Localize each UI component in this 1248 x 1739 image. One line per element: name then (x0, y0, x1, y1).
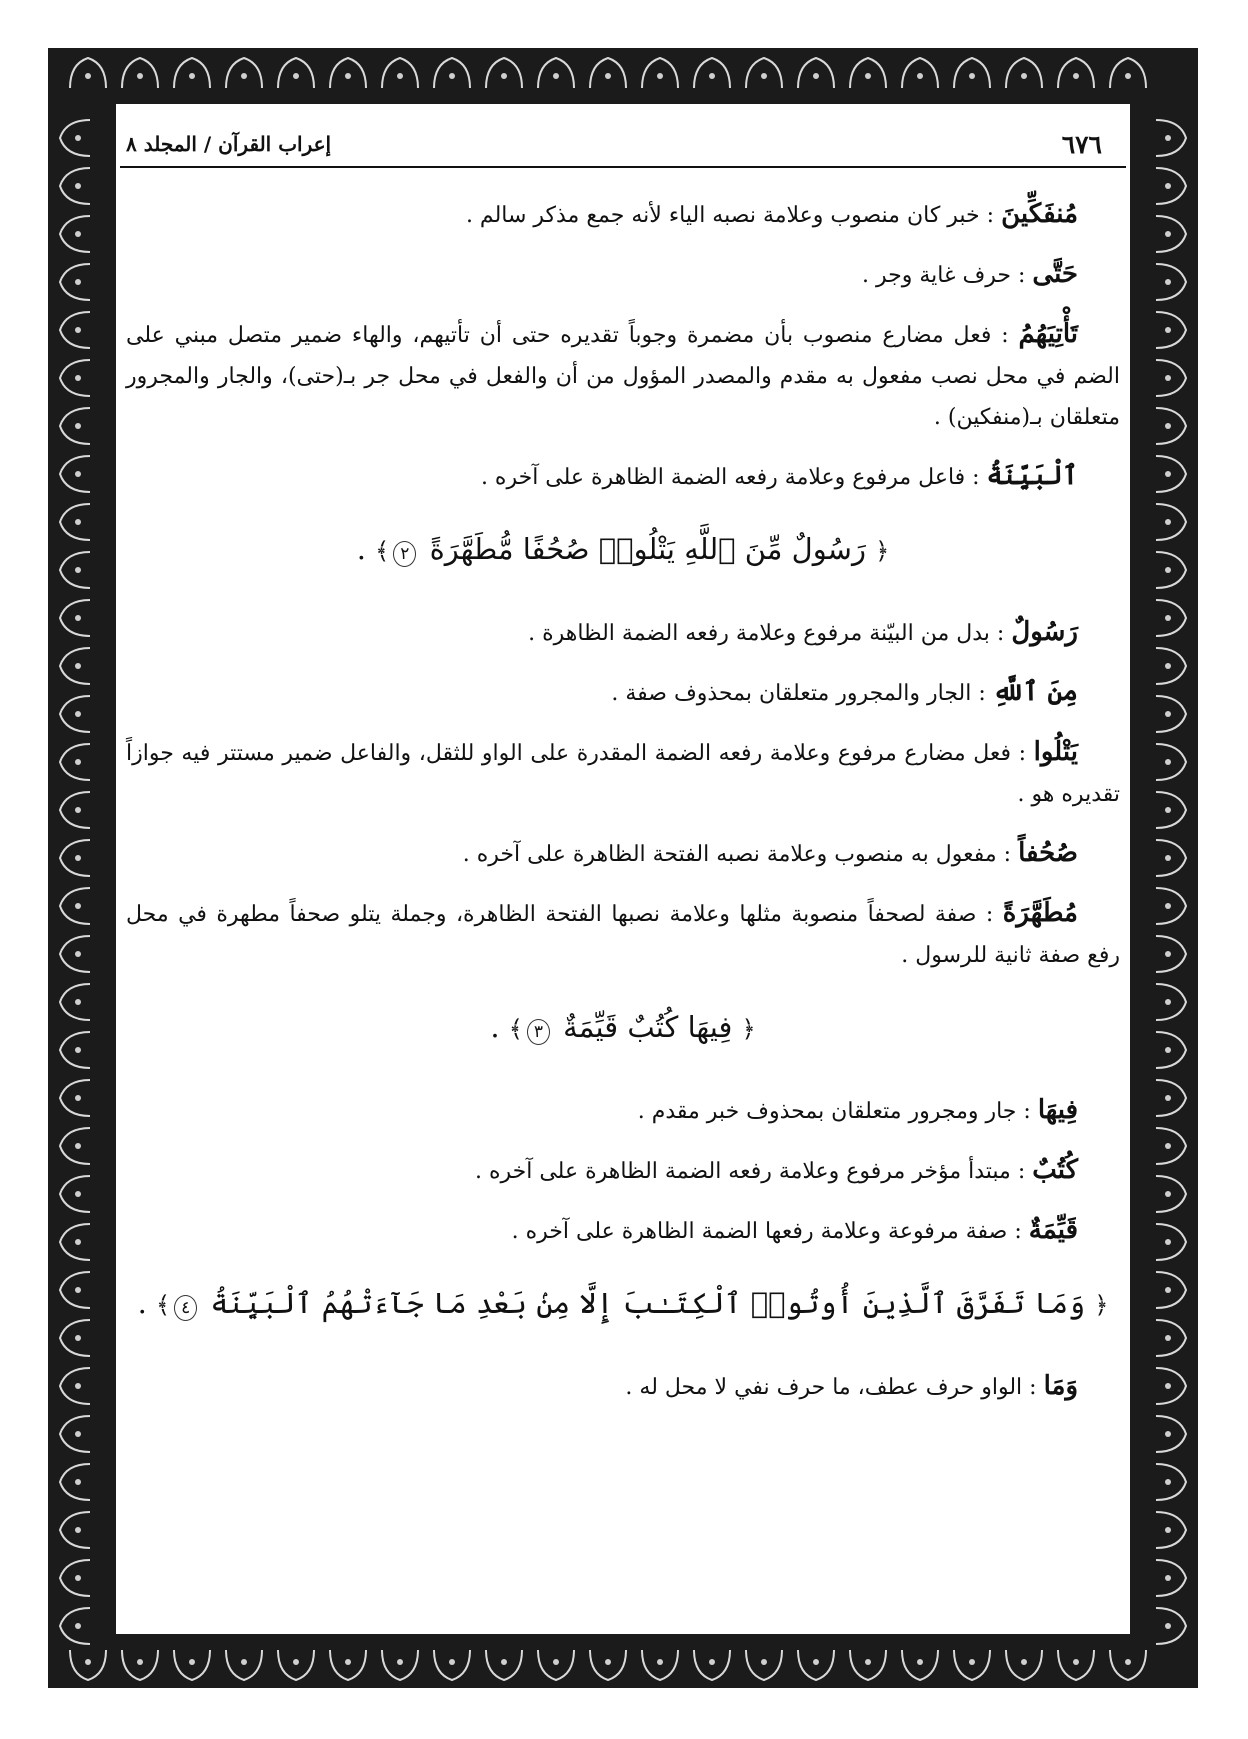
parsed-word: مِنَ ٱللَّهِ (992, 677, 1078, 707)
border-motif (486, 1650, 522, 1680)
border-motif (1156, 744, 1186, 780)
border-motif (954, 58, 990, 88)
border-motif (60, 552, 90, 588)
border-motif (60, 264, 90, 300)
border-motif (434, 1650, 470, 1680)
grammar-entry (126, 314, 1120, 438)
border-motif (60, 1080, 90, 1116)
grammar-entry (126, 672, 1120, 714)
entry-explanation: خبر كان منصوب وعلامة نصبه الياء لأنه جمع مذكر سالم . (465, 203, 980, 228)
border-motif (60, 312, 90, 348)
grammar-entry (126, 732, 1120, 815)
quran-verse (126, 1006, 1120, 1050)
border-motif (1156, 1080, 1186, 1116)
border-motif (60, 120, 90, 156)
border-motif (60, 1128, 90, 1164)
grammar-entry (126, 893, 1120, 976)
border-motif (902, 58, 938, 88)
ayah-number: ٤ (174, 1295, 197, 1321)
border-motif (60, 1176, 90, 1212)
entry-separator: : (979, 203, 1002, 228)
border-motif (538, 58, 574, 88)
border-motif (434, 58, 470, 88)
verse-text: وَمَا تَفَرَّقَ ٱلَّذِينَ أُوتُوا۟ ٱلْكِتَـٰبَ إِلَّا مِنۢ بَعْدِ مَا جَآءَتْهُمُ ٱلْبَيِّنَةُ (210, 1286, 1086, 1320)
entry-explanation: بدل من البيّنة مرفوع وعلامة رفعه الضمة الظاهرة . (528, 621, 990, 646)
border-motif (1110, 1650, 1146, 1680)
border-motif (60, 840, 90, 876)
verse-tail: . (356, 532, 376, 566)
border-motif (1156, 1560, 1186, 1596)
entry-explanation: حرف غاية وجر . (861, 263, 1011, 288)
page-header (116, 126, 1130, 166)
border-motif (1156, 1512, 1186, 1548)
page-content (126, 194, 1120, 1426)
border-motif (1156, 312, 1186, 348)
border-motif (746, 1650, 782, 1680)
border-motif (1110, 58, 1146, 88)
entry-explanation: الواو حرف عطف، ما حرف نفي لا محل له . (625, 1375, 1023, 1400)
border-motif (122, 58, 158, 88)
verse-close-bracket: ﴾ (375, 537, 390, 565)
quran-verse (126, 1282, 1120, 1326)
border-motif (60, 1320, 90, 1356)
verse-close-bracket: ﴾ (156, 1291, 171, 1319)
ayah-number: ٢ (393, 541, 416, 567)
border-motif (330, 58, 366, 88)
border-motif (486, 58, 522, 88)
border-motif (70, 1650, 106, 1680)
book-page (116, 104, 1130, 1634)
border-motif (642, 58, 678, 88)
border-motif (60, 1272, 90, 1308)
border-motif (60, 648, 90, 684)
border-motif (1156, 1176, 1186, 1212)
border-motif (60, 168, 90, 204)
parsed-word: قَيِّمَةٌ (1028, 1215, 1078, 1245)
border-motif (60, 1464, 90, 1500)
entry-separator: : (1011, 741, 1034, 766)
border-motif (694, 1650, 730, 1680)
parsed-word: ٱلْبَيِّنَةُ (986, 461, 1078, 491)
border-motif (538, 1650, 574, 1680)
entry-separator: : (996, 842, 1019, 867)
border-motif (122, 1650, 158, 1680)
ayah-number: ٣ (527, 1019, 550, 1045)
verse-text: فِيهَا كُتُبٌ قَيِّمَةٌ (563, 1010, 733, 1044)
border-motif (60, 888, 90, 924)
grammar-entry (126, 254, 1120, 296)
entry-explanation: صفة مرفوعة وعلامة رفعها الضمة الظاهرة على آخره . (511, 1219, 1008, 1244)
verse-open-bracket: ﴿ (741, 1015, 756, 1043)
verse-text: رَسُولٌ مِّنَ ٱللَّهِ يَتْلُوا۟ صُحُفًا مُّطَهَّرَةً (429, 532, 866, 566)
page-number: ٦٧٦ (1061, 130, 1102, 159)
border-motif (1156, 120, 1186, 156)
border-motif (1156, 600, 1186, 636)
border-motif (60, 456, 90, 492)
border-motif (226, 58, 262, 88)
border-motif (60, 936, 90, 972)
border-motif (60, 792, 90, 828)
border-motif (1006, 1650, 1042, 1680)
border-motif (590, 1650, 626, 1680)
grammar-entry (126, 833, 1120, 875)
grammar-entry (126, 194, 1120, 236)
border-motif (174, 58, 210, 88)
border-motif (798, 58, 834, 88)
grammar-entry (126, 1210, 1120, 1252)
grammar-entry (126, 1150, 1120, 1192)
border-motif (60, 408, 90, 444)
border-motif (642, 1650, 678, 1680)
border-motif (382, 1650, 418, 1680)
border-motif (60, 1560, 90, 1596)
border-motif (1156, 456, 1186, 492)
border-motif (1156, 792, 1186, 828)
parsed-word: تَأْتِيَهُمُ (1018, 319, 1078, 349)
entry-separator: : (1010, 1159, 1033, 1184)
border-motif (278, 1650, 314, 1680)
entry-explanation: فاعل مرفوع وعلامة رفعه الضمة الظاهرة على آخره . (480, 465, 966, 490)
grammar-entry (126, 1366, 1120, 1408)
entry-explanation: فعل مضارع مرفوع وعلامة رفعه الضمة المقدرة على الواو للثقل، والفاعل ضمير مستتر فيه جوازاً تقديره هو . (126, 741, 1120, 807)
entry-explanation: صفة لصحفاً منصوبة مثلها وعلامة نصبها الفتحة الظاهرة، وجملة يتلو صحفاً مطهرة في محل رفع صفة ثانية للرسول . (126, 902, 1120, 968)
border-motif (1156, 1464, 1186, 1500)
entry-explanation: الجار والمجرور متعلقان بمحذوف صفة . (611, 681, 972, 706)
border-motif (382, 58, 418, 88)
border-motif (1156, 1608, 1186, 1644)
parsed-word: مُطَهَّرَةً (1002, 898, 1078, 928)
header-rule (120, 166, 1126, 168)
border-motif (1156, 552, 1186, 588)
border-motif (174, 1650, 210, 1680)
border-motif (1156, 1368, 1186, 1404)
border-motif (902, 1650, 938, 1680)
border-motif (1156, 888, 1186, 924)
entry-separator: : (971, 681, 993, 706)
entry-explanation: جار ومجرور متعلقان بمحذوف خبر مقدم . (637, 1099, 1017, 1124)
border-motif (60, 1224, 90, 1260)
parsed-word: حَتَّى (1032, 259, 1078, 289)
border-motif (1058, 1650, 1094, 1680)
border-motif (798, 1650, 834, 1680)
border-motif (850, 58, 886, 88)
border-motif (1156, 1224, 1186, 1260)
entry-separator: : (1022, 1375, 1044, 1400)
border-motif (1156, 168, 1186, 204)
border-motif (278, 58, 314, 88)
border-motif (1156, 1320, 1186, 1356)
border-motif (60, 504, 90, 540)
parsed-word: كُتُبٌ (1032, 1155, 1078, 1185)
border-motif (1156, 1416, 1186, 1452)
border-motif (1156, 1128, 1186, 1164)
entry-separator: : (1011, 263, 1033, 288)
entry-separator: : (965, 465, 987, 490)
border-motif (1156, 936, 1186, 972)
entry-separator: : (1007, 1219, 1029, 1244)
border-motif (1156, 840, 1186, 876)
parsed-word: صُحُفاً (1018, 838, 1078, 868)
entry-separator: : (976, 902, 1003, 927)
border-motif (60, 1032, 90, 1068)
border-motif (60, 744, 90, 780)
entry-separator: : (989, 621, 1012, 646)
border-motif (60, 984, 90, 1020)
border-motif (60, 360, 90, 396)
grammar-entry (126, 456, 1120, 498)
entry-separator: : (1016, 1099, 1038, 1124)
parsed-word: فِيهَا (1037, 1095, 1078, 1125)
grammar-entry (126, 612, 1120, 654)
border-motif (1156, 648, 1186, 684)
entry-separator: : (991, 323, 1019, 348)
border-motif (746, 58, 782, 88)
running-title: إعراب القرآن / المجلد ٨ (126, 132, 332, 156)
parsed-word: رَسُولٌ (1011, 617, 1078, 647)
entry-explanation: مفعول به منصوب وعلامة نصبه الفتحة الظاهرة على آخره . (462, 842, 997, 867)
verse-close-bracket: ﴾ (508, 1015, 523, 1043)
border-motif (1156, 408, 1186, 444)
border-motif (60, 696, 90, 732)
border-motif (694, 58, 730, 88)
border-motif (60, 1368, 90, 1404)
border-motif (1156, 696, 1186, 732)
ornamental-border (48, 48, 1198, 1688)
border-motif (1006, 58, 1042, 88)
border-motif (60, 1608, 90, 1644)
border-motif (1156, 264, 1186, 300)
border-motif (1156, 216, 1186, 252)
border-motif (1156, 984, 1186, 1020)
border-motif (1156, 1272, 1186, 1308)
entry-explanation: فعل مضارع منصوب بأن مضمرة وجوباً تقديره حتى أن تأتيهم، والهاء ضمير متصل مبني على الضم في محل نصب مفعول به مقدم والمصدر المؤول من أن والفعل في محل جر بـ(حتى)، والجار والمجرور متعلقان بـ(منفكين) . (126, 323, 1120, 430)
verse-tail: . (137, 1286, 157, 1320)
border-motif (60, 600, 90, 636)
border-motif (60, 216, 90, 252)
border-motif (1156, 1032, 1186, 1068)
verse-tail: . (490, 1010, 509, 1044)
quran-verse (126, 528, 1120, 572)
border-motif (1156, 360, 1186, 396)
verse-open-bracket: ﴿ (875, 537, 890, 565)
parsed-word: يَتْلُوا (1033, 737, 1078, 767)
border-motif (70, 58, 106, 88)
grammar-entry (126, 1090, 1120, 1132)
border-motif (850, 1650, 886, 1680)
border-motif (330, 1650, 366, 1680)
parsed-word: وَمَا (1043, 1371, 1078, 1401)
parsed-word: مُنفَكِّينَ (1001, 199, 1078, 229)
entry-explanation: مبتدأ مؤخر مرفوع وعلامة رفعه الضمة الظاهرة على آخره . (474, 1159, 1011, 1184)
verse-open-bracket: ﴿ (1094, 1291, 1109, 1319)
border-motif (590, 58, 626, 88)
border-motif (1058, 58, 1094, 88)
border-motif (60, 1512, 90, 1548)
border-motif (60, 1416, 90, 1452)
border-motif (954, 1650, 990, 1680)
border-motif (1156, 504, 1186, 540)
border-motif (226, 1650, 262, 1680)
